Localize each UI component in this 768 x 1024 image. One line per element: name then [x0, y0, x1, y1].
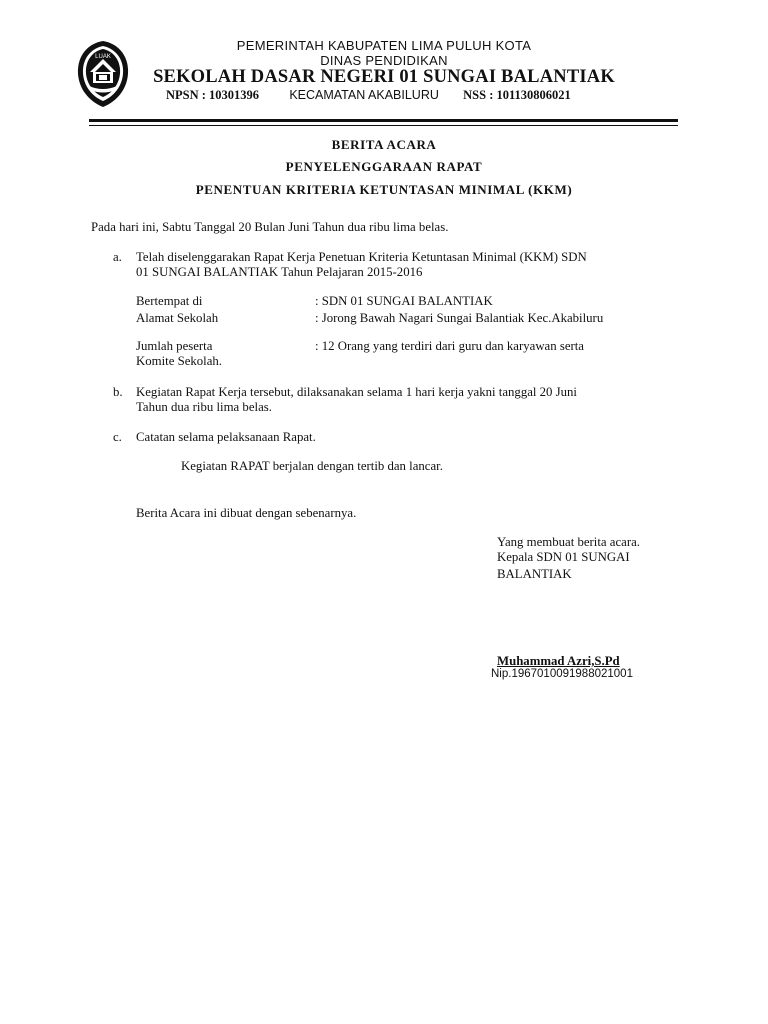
signature-caption: Yang membuat berita acara.	[497, 535, 640, 549]
item-c-marker: c.	[113, 430, 122, 444]
school-identifiers	[166, 88, 571, 103]
regency-emblem-icon	[76, 39, 130, 109]
document-subtitle: PENYELENGGARAAN RAPAT	[285, 159, 483, 174]
item-b-marker: b.	[113, 385, 123, 399]
participants-value-cont: Komite Sekolah.	[136, 354, 223, 368]
signatory-name: Muhammad Azri,S.Pd	[497, 654, 620, 668]
signatory-nip: Nip.196701009198802100​1	[491, 668, 633, 680]
government-name: PEMERINTAH KABUPATEN LIMA PULUH KOTA	[236, 38, 532, 53]
nss: NSS : 101130806021	[463, 88, 571, 102]
address-value: : Jorong Bawah Nagari Sungai Balantiak Kec.Akabiluru	[315, 311, 604, 325]
participants-value: : 12 Orang yang terdiri dari guru dan karyawan serta	[315, 339, 584, 353]
meeting-note: Kegiatan RAPAT berjalan dengan tertib dan lancar.	[181, 459, 443, 473]
item-c-text: Catatan selama pelaksanaan Rapat.	[136, 430, 316, 444]
signatory-title-cont: BALANTIAK	[497, 567, 572, 581]
department-name: DINAS PENDIDIKAN	[320, 53, 448, 68]
item-a-text: Telah diselenggarakan Rapat Kerja Penetuan Kriteria Ketuntasan Minimal (KKM) SDN	[136, 250, 587, 264]
item-b-text-cont: Tahun dua ribu lima belas.	[136, 400, 272, 414]
letterhead-rule-thick	[89, 119, 678, 122]
place-value: : SDN 01 SUNGAI BALANTIAK	[315, 294, 493, 308]
letterhead-rule-thin	[89, 125, 678, 126]
district: KECAMATAN AKABILURU	[289, 88, 439, 102]
address-label: Alamat Sekolah	[136, 311, 219, 325]
item-a-text-cont: 01 SUNGAI BALANTIAK Tahun Pelajaran 2015-2016	[136, 265, 423, 279]
document-topic: PENENTUAN KRITERIA KETUNTASAN MINIMAL (KKM)	[195, 182, 573, 197]
intro-paragraph: Pada hari ini, Sabtu Tanggal 20 Bulan Juni Tahun dua ribu lima belas.	[91, 220, 449, 234]
item-a-marker: a.	[113, 250, 122, 264]
place-label: Bertempat di	[136, 294, 203, 308]
participants-label: Jumlah peserta	[136, 339, 213, 353]
svg-text:LUAK: LUAK	[95, 54, 111, 60]
document-title: BERITA ACARA	[331, 137, 437, 152]
npsn: NPSN : 10301396	[166, 88, 260, 102]
closing-statement: Berita Acara ini dibuat dengan sebenarnya.	[136, 506, 357, 520]
signatory-title: Kepala SDN 01 SUNGAI	[497, 550, 630, 564]
item-b-text: Kegiatan Rapat Kerja tersebut, dilaksanakan selama 1 hari kerja yakni tanggal 20 Juni	[136, 385, 577, 399]
school-name: SEKOLAH DASAR NEGERI 01 SUNGAI BALANTIAK	[153, 67, 615, 87]
